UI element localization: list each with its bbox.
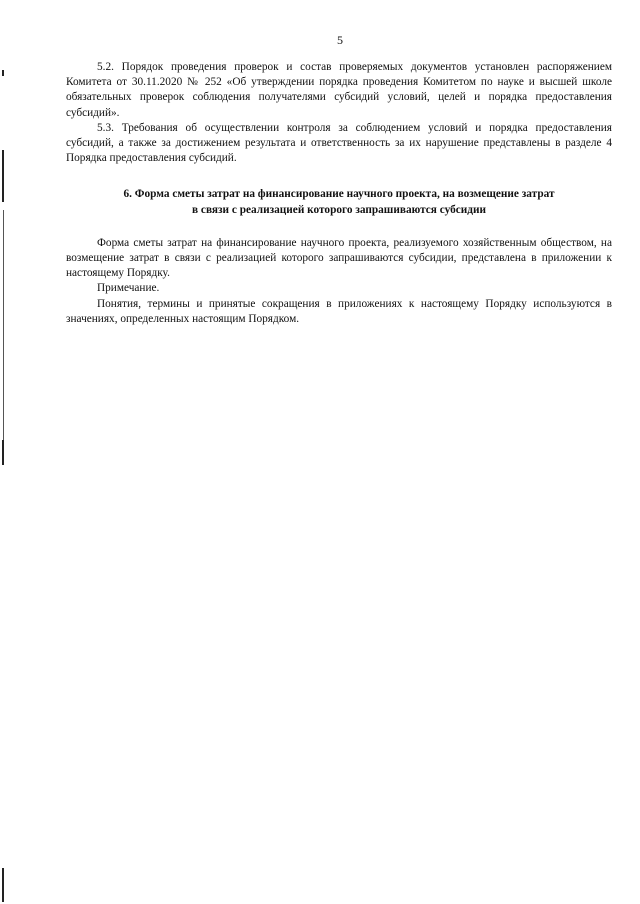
paragraph-5-3: 5.3. Требования об осуществлении контроля за соблюдением условий и порядка предоставления субсидий, а также за достижением результата и ответственность за их нарушение представлены в разделе 4 Порядка предоставления субсидий.	[66, 121, 612, 165]
paragraph-note-text: Понятия, термины и принятые сокращения в приложениях к настоящему Порядку используются в значениях, определенных настоящим Порядком.	[66, 297, 612, 325]
paragraph-note-label: Примечание.	[97, 282, 160, 295]
scan-edge-mark	[3, 210, 4, 460]
section-heading	[66, 187, 612, 217]
scan-edge-mark	[2, 70, 4, 76]
document-body	[66, 60, 612, 327]
scan-edge-mark	[2, 868, 4, 902]
section-heading-line: 6. Форма сметы затрат на финансирование научного проекта, на возмещение затрат	[123, 188, 555, 201]
page-number: 5	[337, 33, 343, 47]
scan-edge-mark	[2, 440, 4, 465]
paragraph-5-2: 5.2. Порядок проведения проверок и состав проверяемых документов установлен распоряжением Комитета от 30.11.2020 № 252 «Об утверждении порядка проведения Комитетом по науке и высшей школе обязательных проверок соблюдения получателями субсидий условий, целей и порядка предоставления субсидий».	[66, 61, 612, 119]
paragraph-form-description: Форма сметы затрат на финансирование научного проекта, реализуемого хозяйственным обществом, на возмещение затрат в связи с реализацией которого запрашиваются субсидии, представлена в приложении к настоящему Порядку.	[66, 236, 612, 280]
section-heading-line: в связи с реализацией которого запрашиваются субсидии	[192, 203, 486, 216]
scan-edge-mark	[2, 150, 4, 202]
